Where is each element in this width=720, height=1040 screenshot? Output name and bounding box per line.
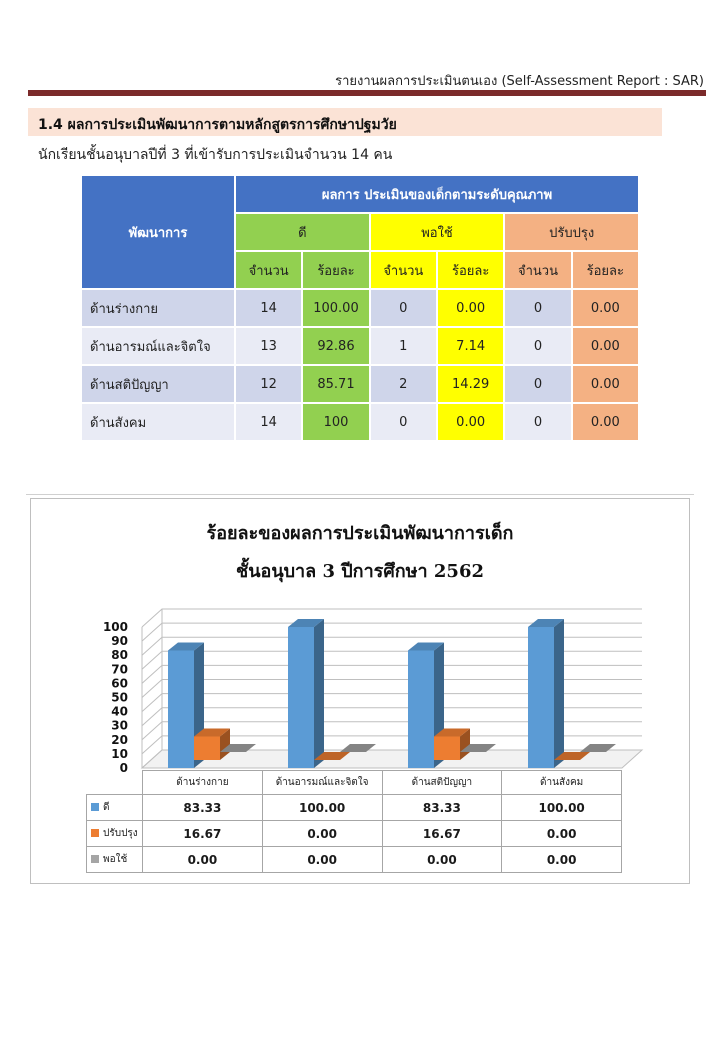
subheader-percent: ร้อยละ	[437, 251, 504, 289]
row-label: ด้านสติปัญญา	[81, 365, 235, 403]
y-tick-label: 0	[119, 761, 128, 775]
data-label: 0.00	[502, 847, 622, 873]
cell-improve-percent: 0.00	[572, 289, 639, 327]
category-label: ด้านสติปัญญา	[382, 771, 502, 795]
bar	[194, 736, 220, 760]
subheader-count: จำนวน	[504, 251, 571, 289]
cell-fair-count: 2	[370, 365, 437, 403]
cell-good-percent: 85.71	[302, 365, 369, 403]
legend-label: พอใช้	[103, 854, 128, 865]
bar	[528, 627, 554, 768]
legend-swatch	[91, 803, 99, 811]
legend-label: ปรับปรุง	[103, 828, 138, 839]
data-label: 0.00	[502, 821, 622, 847]
legend-swatch	[91, 829, 99, 837]
legend-swatch	[91, 855, 99, 863]
cell-good-count: 14	[235, 289, 302, 327]
bar	[288, 627, 314, 768]
legend-label: ดี	[103, 802, 110, 813]
header-results: ผลการ ประเมินของเด็กตามระดับคุณภาพ	[235, 175, 639, 213]
data-label: 0.00	[143, 847, 263, 873]
data-label: 0.00	[262, 847, 382, 873]
report-header-title: รายงานผลการประเมินตนเอง (Self-Assessment Report : SAR)	[335, 74, 704, 89]
section-title: 1.4 ผลการประเมินพัฒนาการตามหลักสูตรการศึกษาปฐมวัย	[38, 117, 397, 133]
data-label: 0.00	[382, 847, 502, 873]
subheader-percent: ร้อยละ	[302, 251, 369, 289]
header-level-fair: พอใช้	[370, 213, 505, 251]
data-table-row	[87, 795, 622, 821]
data-label: 16.67	[382, 821, 502, 847]
header-development: พัฒนาการ	[81, 175, 235, 289]
bar	[168, 651, 194, 768]
cell-fair-percent: 7.14	[437, 327, 504, 365]
category-label: ด้านอารมณ์และจิตใจ	[262, 771, 382, 795]
section-subtitle: นักเรียนชั้นอนุบาลปีที่ 3 ที่เข้ารับการประเมินจำนวน 14 คน	[38, 147, 393, 163]
y-tick-label: 40	[111, 704, 128, 719]
bar-side	[554, 619, 564, 768]
cell-improve-count: 0	[504, 365, 571, 403]
cell-improve-percent: 0.00	[572, 365, 639, 403]
legend-key	[87, 795, 143, 821]
data-label: 0.00	[262, 821, 382, 847]
subheader-count: จำนวน	[370, 251, 437, 289]
bar-side	[314, 619, 324, 768]
cell-improve-count: 0	[504, 403, 571, 441]
chart-title: ร้อยละของผลการประเมินพัฒนาการเด็ก	[206, 523, 514, 544]
data-label: 83.33	[143, 795, 263, 821]
legend-key	[87, 847, 143, 873]
y-tick-label: 70	[111, 662, 128, 677]
header-level-improve: ปรับปรุง	[504, 213, 639, 251]
data-label: 16.67	[143, 821, 263, 847]
cell-good-percent: 100	[302, 403, 369, 441]
data-table-corner	[87, 771, 143, 795]
category-label: ด้านสังคม	[502, 771, 622, 795]
cell-improve-count: 0	[504, 289, 571, 327]
cell-fair-count: 0	[370, 289, 437, 327]
subheader-percent: ร้อยละ	[572, 251, 639, 289]
data-table-row	[87, 847, 622, 873]
data-label: 100.00	[502, 795, 622, 821]
cell-fair-count: 1	[370, 327, 437, 365]
row-label: ด้านสังคม	[81, 403, 235, 441]
chart-subtitle: ชั้นอนุบาล 3 ปีการศึกษา 2562	[235, 561, 485, 582]
header-level-good: ดี	[235, 213, 370, 251]
cell-good-count: 13	[235, 327, 302, 365]
cell-improve-count: 0	[504, 327, 571, 365]
data-label: 100.00	[262, 795, 382, 821]
chart-data-table	[86, 770, 622, 873]
cell-improve-percent: 0.00	[572, 327, 639, 365]
row-label: ด้านร่างกาย	[81, 289, 235, 327]
cell-good-percent: 92.86	[302, 327, 369, 365]
category-label: ด้านร่างกาย	[143, 771, 263, 795]
y-tick-label: 20	[111, 732, 128, 747]
data-table-row	[87, 821, 622, 847]
y-tick-label: 90	[111, 634, 128, 649]
y-tick-label: 60	[111, 676, 128, 691]
y-tick-label: 80	[111, 648, 128, 663]
y-tick-label: 50	[111, 690, 128, 705]
cell-fair-percent: 0.00	[437, 403, 504, 441]
subheader-count: จำนวน	[235, 251, 302, 289]
cell-improve-percent: 0.00	[572, 403, 639, 441]
bar	[408, 651, 434, 768]
y-tick-label: 10	[111, 746, 128, 761]
y-tick-label: 100	[102, 620, 128, 634]
cell-fair-percent: 14.29	[437, 365, 504, 403]
row-label: ด้านอารมณ์และจิตใจ	[81, 327, 235, 365]
cell-good-percent: 100.00	[302, 289, 369, 327]
cell-good-count: 14	[235, 403, 302, 441]
bar	[434, 736, 460, 760]
data-label: 83.33	[382, 795, 502, 821]
legend-key	[87, 821, 143, 847]
cell-fair-count: 0	[370, 403, 437, 441]
y-tick-label: 30	[111, 718, 128, 733]
cell-fair-percent: 0.00	[437, 289, 504, 327]
cell-good-count: 12	[235, 365, 302, 403]
